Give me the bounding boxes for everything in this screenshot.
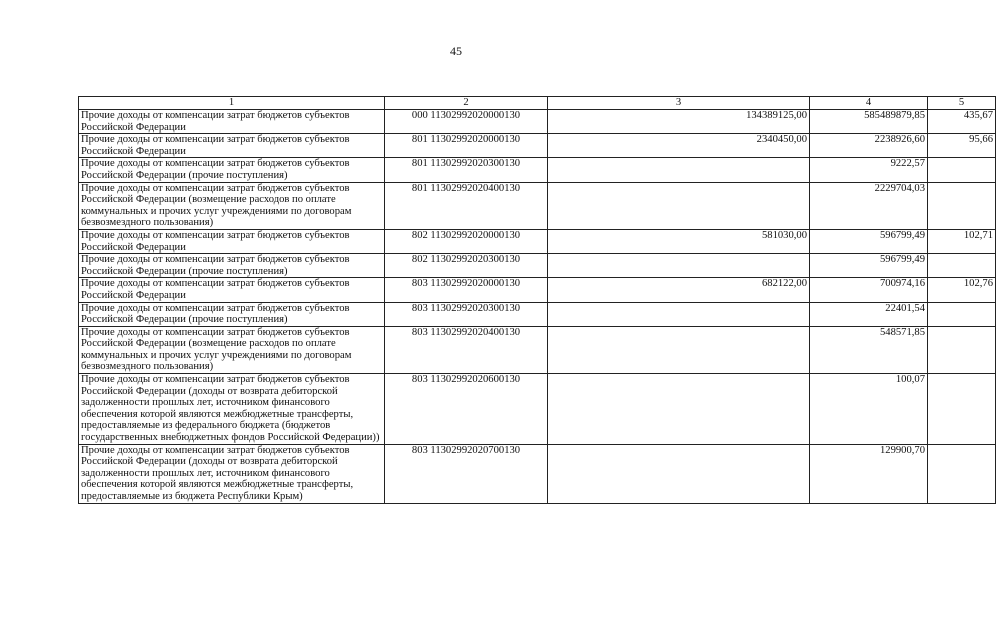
row-value-col3: [548, 182, 810, 229]
header-cell-4: 4: [810, 97, 928, 110]
row-percent-col5: [928, 182, 996, 229]
header-cell-1: 1: [79, 97, 385, 110]
row-code: 000 11302992020000130: [385, 110, 548, 134]
row-value-col4: 22401,54: [810, 302, 928, 326]
row-value-col3: [548, 374, 810, 445]
row-value-col4: 700974,16: [810, 278, 928, 302]
table-row: [79, 444, 996, 503]
table-row: [79, 158, 996, 182]
row-value-col4: 585489879,85: [810, 110, 928, 134]
table-row: [79, 229, 996, 253]
row-description: Прочие доходы от компенсации затрат бюджетов субъектов Российской Федерации: [79, 134, 385, 158]
header-row: [79, 97, 996, 110]
row-code: 801 11302992020000130: [385, 134, 548, 158]
row-value-col4: 596799,49: [810, 254, 928, 278]
row-description: Прочие доходы от компенсации затрат бюджетов субъектов Российской Федерации: [79, 229, 385, 253]
table-row: [79, 278, 996, 302]
budget-table: [78, 96, 996, 504]
row-value-col3: [548, 444, 810, 503]
row-code: 802 11302992020300130: [385, 254, 548, 278]
row-percent-col5: 102,76: [928, 278, 996, 302]
row-description: Прочие доходы от компенсации затрат бюджетов субъектов Российской Федерации (возмещение расходов по оплате коммунальных и прочих услуг учреждениями по договорам безвозмездного пользования): [79, 182, 385, 229]
row-value-col4: 100,07: [810, 374, 928, 445]
row-code: 801 11302992020300130: [385, 158, 548, 182]
row-value-col3: [548, 326, 810, 373]
row-code: 801 11302992020400130: [385, 182, 548, 229]
row-percent-col5: [928, 254, 996, 278]
row-percent-col5: [928, 302, 996, 326]
row-description: Прочие доходы от компенсации затрат бюджетов субъектов Российской Федерации (прочие поступления): [79, 158, 385, 182]
row-description: Прочие доходы от компенсации затрат бюджетов субъектов Российской Федерации (прочие поступления): [79, 302, 385, 326]
table-row: [79, 302, 996, 326]
row-description: Прочие доходы от компенсации затрат бюджетов субъектов Российской Федерации: [79, 110, 385, 134]
row-description: Прочие доходы от компенсации затрат бюджетов субъектов Российской Федерации (доходы от возврата дебиторской задолженности прошлых лет, источником финансового обеспечения которой являются межбюджетные трансферты, предоставляемые из федерального бюджета (бюджетов государственных внебюджетных фондов Российской Федерации)): [79, 374, 385, 445]
table-row: [79, 326, 996, 373]
row-value-col3: [548, 254, 810, 278]
row-code: 803 11302992020700130: [385, 444, 548, 503]
row-percent-col5: 102,71: [928, 229, 996, 253]
row-description: Прочие доходы от компенсации затрат бюджетов субъектов Российской Федерации (возмещение расходов по оплате коммунальных и прочих услуг учреждениями по договорам безвозмездного пользования): [79, 326, 385, 373]
row-description: Прочие доходы от компенсации затрат бюджетов субъектов Российской Федерации: [79, 278, 385, 302]
row-code: 803 11302992020300130: [385, 302, 548, 326]
table-row: [79, 254, 996, 278]
row-percent-col5: [928, 158, 996, 182]
row-value-col3: 134389125,00: [548, 110, 810, 134]
row-code: 803 11302992020600130: [385, 374, 548, 445]
table-row: [79, 110, 996, 134]
row-value-col4: 129900,70: [810, 444, 928, 503]
row-description: Прочие доходы от компенсации затрат бюджетов субъектов Российской Федерации (прочие поступления): [79, 254, 385, 278]
row-value-col4: 548571,85: [810, 326, 928, 373]
header-cell-5: 5: [928, 97, 996, 110]
row-value-col4: 2238926,60: [810, 134, 928, 158]
row-percent-col5: 435,67: [928, 110, 996, 134]
row-percent-col5: 95,66: [928, 134, 996, 158]
row-percent-col5: [928, 374, 996, 445]
row-code: 803 11302992020000130: [385, 278, 548, 302]
table-header: [79, 97, 996, 110]
header-cell-3: 3: [548, 97, 810, 110]
row-value-col3: [548, 158, 810, 182]
header-cell-2: 2: [385, 97, 548, 110]
row-value-col3: [548, 302, 810, 326]
table-row: [79, 374, 996, 445]
page-number: 45: [450, 44, 462, 58]
table-row: [79, 134, 996, 158]
row-value-col4: 596799,49: [810, 229, 928, 253]
row-description: Прочие доходы от компенсации затрат бюджетов субъектов Российской Федерации (доходы от возврата дебиторской задолженности прошлых лет, источником финансового обеспечения которой являются межбюджетные трансферты, предоставляемые из бюджета Республики Крым): [79, 444, 385, 503]
row-value-col3: 2340450,00: [548, 134, 810, 158]
row-code: 802 11302992020000130: [385, 229, 548, 253]
row-value-col4: 2229704,03: [810, 182, 928, 229]
row-percent-col5: [928, 326, 996, 373]
table-body: [79, 110, 996, 504]
table-row: [79, 182, 996, 229]
row-value-col3: 682122,00: [548, 278, 810, 302]
row-percent-col5: [928, 444, 996, 503]
row-code: 803 11302992020400130: [385, 326, 548, 373]
row-value-col3: 581030,00: [548, 229, 810, 253]
row-value-col4: 9222,57: [810, 158, 928, 182]
